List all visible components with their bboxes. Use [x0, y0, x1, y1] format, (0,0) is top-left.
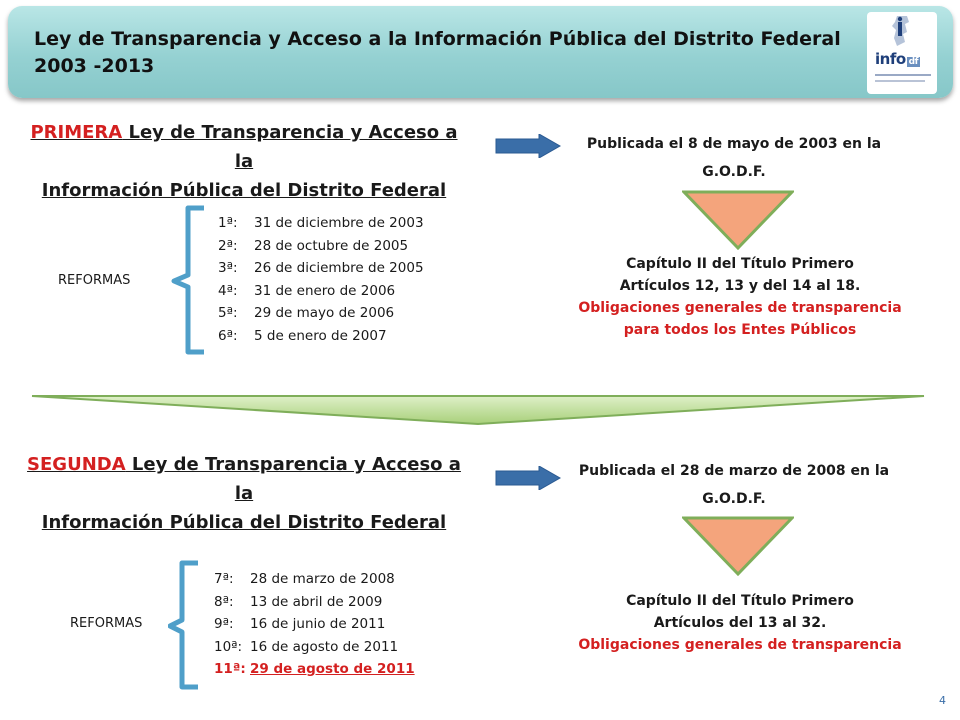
second-chapter-line2: Artículos del 13 al 32.	[653, 615, 827, 631]
second-law-title-line2: Información Pública del Distrito Federal	[41, 512, 447, 533]
logo-emblem-icon	[867, 12, 937, 52]
list-item: 4ª: 31 de enero de 2006	[218, 282, 396, 299]
second-chapter-line1: Capítulo II del Título Primero	[626, 593, 854, 609]
page-title	[34, 26, 854, 80]
list-item: 3ª: 26 de diciembre de 2005	[218, 260, 424, 276]
down-triangle-icon	[682, 516, 794, 576]
first-published-line2: G.O.D.F.	[702, 164, 766, 180]
second-chapter-text	[560, 590, 920, 656]
list-item: 8ª: 13 de abril de 2009	[214, 593, 383, 610]
first-law-title	[20, 118, 468, 205]
brace-icon	[168, 205, 208, 355]
first-chapter-text	[560, 253, 920, 341]
second-published-line2: G.O.D.F.	[702, 491, 766, 507]
title-banner	[8, 6, 953, 98]
second-reforms-label: REFORMAS	[70, 616, 143, 631]
page-title-line2: 2003 -2013	[34, 55, 155, 77]
list-item: 5ª: 29 de mayo de 2006	[218, 305, 395, 321]
first-chapter-line2: Artículos 12, 13 y del 14 al 18.	[619, 278, 861, 294]
list-item: 10ª: 16 de agosto de 2011	[214, 638, 399, 655]
first-reforms-list	[218, 212, 424, 347]
first-reforms-label: REFORMAS	[58, 273, 131, 288]
brace-icon	[168, 560, 208, 690]
list-item: 7ª: 28 de marzo de 2008	[214, 571, 395, 587]
second-law-title	[20, 450, 468, 537]
list-item: 9ª: 16 de junio de 2011	[214, 616, 386, 632]
logo-suffix: df	[908, 57, 919, 67]
second-chapter-line3: Obligaciones generales de transparencia	[578, 637, 902, 653]
arrow-right-icon	[495, 466, 561, 490]
first-published-line1: Publicada el 8 de mayo de 2003 en la	[586, 136, 882, 152]
list-item-highlighted: 11ª: 29 de agosto de 2011	[214, 661, 415, 677]
first-chapter-line1: Capítulo II del Título Primero	[626, 256, 854, 272]
first-chapter-line3: Obligaciones generales de transparencia	[578, 300, 902, 316]
first-chapter-line4: para todos los Entes Públicos	[623, 322, 857, 338]
logo-tagline	[875, 74, 931, 90]
second-law-title-rest: Ley de Transparencia y Acceso a la	[125, 454, 461, 504]
infodf-logo-icon	[867, 12, 937, 94]
list-item: 1ª: 31 de diciembre de 2003	[218, 215, 424, 231]
down-triangle-icon	[682, 190, 794, 250]
first-law-ordinal: PRIMERA	[30, 122, 123, 143]
first-published-text	[568, 130, 900, 186]
second-law-ordinal: SEGUNDA	[27, 454, 126, 475]
first-law-title-rest: Ley de Transparencia y Acceso a la	[122, 122, 458, 172]
second-reforms-list	[214, 568, 415, 681]
second-published-text	[568, 457, 900, 513]
big-down-arrow-icon	[30, 392, 926, 426]
page-number: 4	[939, 694, 946, 707]
page-title-line1: Ley de Transparencia y Acceso a la Información Pública del Distrito Federal	[34, 28, 841, 50]
second-published-line1: Publicada el 28 de marzo de 2008 en la	[578, 463, 890, 479]
list-item: 6ª: 5 de enero de 2007	[218, 327, 387, 344]
arrow-right-icon	[495, 134, 561, 158]
first-law-title-line2: Información Pública del Distrito Federal	[41, 180, 447, 201]
logo-text: info	[875, 50, 906, 68]
list-item: 2ª: 28 de octubre de 2005	[218, 237, 409, 254]
